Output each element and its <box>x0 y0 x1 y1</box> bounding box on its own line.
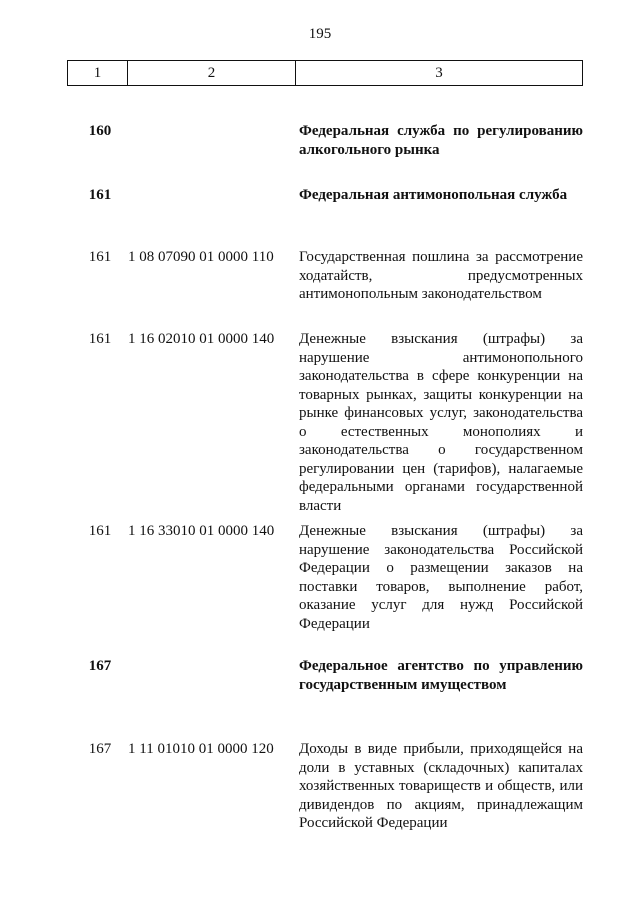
column-header-1: 1 <box>68 61 128 85</box>
row-name: Доходы в виде прибыли, приходящейся на доли в уставных (складочных) капиталах хозяйственных товариществ и обществ, или дивидендов по акциям, принадлежащим Российской Федерации <box>299 741 583 831</box>
row-kbk-code: 1 11 01010 01 0000 120 <box>128 741 274 757</box>
column-header-2: 2 <box>128 61 296 85</box>
row-admin-code: 167 <box>88 658 112 674</box>
row-admin-code: 161 <box>88 187 112 203</box>
row-kbk-code: 1 16 02010 01 0000 140 <box>128 331 275 347</box>
column-header-row <box>67 60 583 86</box>
column-header-3: 3 <box>435 64 443 81</box>
page-number: 195 <box>308 26 332 42</box>
row-name: Федеральное агентство по управлению государственным имуществом <box>299 658 583 693</box>
row-name: Денежные взыскания (штрафы) за нарушение законодательства Российской Федерации о размещении заказов на поставки товаров, выполнение работ, оказание услуг для нужд Российской Федерации <box>299 523 583 632</box>
row-name: Федеральная служба по регулированию алкогольного рынка <box>299 123 583 158</box>
row-admin-code: 161 <box>88 249 112 265</box>
row-admin-code: 161 <box>88 523 112 539</box>
row-admin-code: 167 <box>88 741 112 757</box>
row-admin-code: 161 <box>88 331 112 347</box>
row-kbk-code: 1 08 07090 01 0000 110 <box>128 249 274 265</box>
row-name: Государственная пошлина за рассмотрение ходатайств, предусмотренных антимонопольным законодательством <box>299 249 583 302</box>
row-admin-code: 160 <box>88 123 112 139</box>
row-name: Денежные взыскания (штрафы) за нарушение антимонопольного законодательства в сфере конкуренции на товарных рынках, защиты конкуренции на рынке финансовых услуг, законодательства о естественных монополиях и законодательства о государственном регулировании цен (тарифов), налагаемые федеральными органами государственной власти <box>299 331 583 514</box>
row-name: Федеральная антимонопольная служба <box>299 187 568 203</box>
row-kbk-code: 1 16 33010 01 0000 140 <box>128 523 275 539</box>
